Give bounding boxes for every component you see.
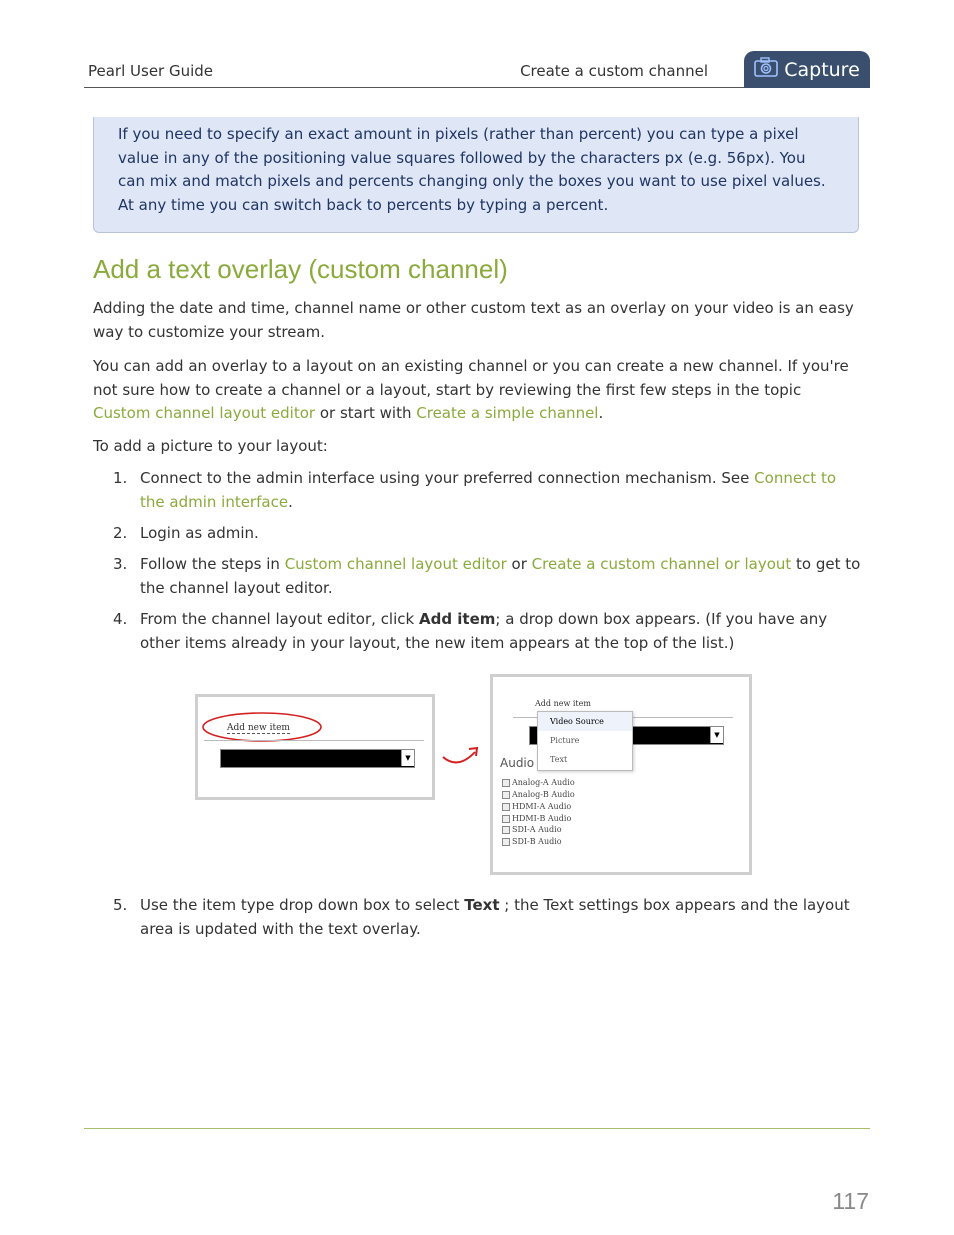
item-type-menu — [537, 711, 633, 771]
divider — [204, 740, 424, 741]
step-bold: Text — [464, 896, 500, 914]
step-number: 5. — [113, 896, 128, 914]
create-custom-channel-link[interactable]: Create a custom channel or layout — [531, 555, 792, 573]
capture-tab-label: Capture — [784, 58, 860, 81]
curved-arrow-icon — [440, 742, 482, 768]
capture-tab — [744, 51, 870, 88]
checkbox[interactable] — [502, 791, 510, 799]
custom-channel-layout-editor-link[interactable]: Custom channel layout editor — [284, 555, 507, 573]
audio-checkbox-sdi-a[interactable] — [502, 825, 562, 834]
step-bold: Add item — [418, 610, 496, 628]
step-text: Follow the steps in — [140, 555, 285, 573]
checkbox[interactable] — [502, 803, 510, 811]
overview-text-2: or start with — [315, 404, 417, 422]
checkbox-label: SDI-B Audio — [512, 837, 562, 846]
overview-text-3: . — [598, 404, 604, 422]
step-3 — [113, 553, 865, 600]
audio-checkbox-hdmi-a[interactable] — [502, 802, 571, 811]
checkbox[interactable] — [502, 838, 510, 846]
header-guide-title: Pearl User Guide — [88, 62, 214, 80]
checkbox[interactable] — [502, 779, 510, 787]
camera-icon — [754, 57, 778, 82]
lead-paragraph: To add a picture to your layout: — [93, 437, 328, 455]
create-simple-channel-link[interactable]: Create a simple channel — [416, 404, 599, 422]
overview-text-1: You can add an overlay to a layout on an existing channel or you can create a new channel. If you're not sure how to create a channel or a layout, start by reviewing the first few steps in the topic — [93, 357, 849, 399]
custom-channel-layout-editor-link[interactable]: Custom channel layout editor — [93, 404, 316, 422]
menu-item-picture[interactable]: Picture — [550, 736, 580, 745]
audio-checkbox-analog-a[interactable] — [502, 778, 575, 787]
intro-paragraph: Adding the date and time, channel name or other custom text as an overlay on your video is an easy way to customize your stream. — [93, 299, 854, 341]
item-type-dropdown[interactable] — [220, 749, 415, 768]
step-text: ; a drop down box appears. (If you have any other items already in your layout, the new item appears at the top of the list.) — [140, 610, 828, 652]
menu-item-text[interactable]: Text — [550, 755, 568, 764]
header-section-title: Create a custom channel — [520, 62, 708, 80]
step-number: 1. — [113, 469, 128, 487]
step-4 — [113, 608, 865, 655]
highlight-ellipse — [201, 711, 323, 743]
checkbox-label: Analog-B Audio — [512, 790, 575, 799]
checkbox-label: HDMI-B Audio — [512, 814, 572, 823]
section-heading: Add a text overlay (custom channel) — [93, 254, 508, 284]
add-new-item-link[interactable]: Add new item — [227, 723, 290, 733]
footer-rule — [84, 1128, 870, 1129]
screenshot-dropdown-open — [490, 674, 752, 875]
step-1 — [113, 467, 865, 514]
chevron-down-icon: ▼ — [401, 750, 414, 766]
audio-checkbox-hdmi-b[interactable] — [502, 814, 571, 823]
step-text: Use the item type drop down box to select — [140, 896, 465, 914]
checkbox[interactable] — [502, 826, 510, 834]
step-text: . — [288, 492, 293, 511]
checkbox[interactable] — [502, 815, 510, 823]
checkbox-label: Analog-A Audio — [512, 778, 575, 787]
screenshot-add-item — [195, 694, 435, 800]
chevron-down-icon: ▼ — [710, 727, 723, 743]
overview-paragraph — [93, 355, 863, 426]
note-box: If you need to specify an exact amount in pixels (rather than percent) you can type a pixel value in any of the positioning value squares followed by the characters px (e.g. 56px). You can mix and match pixels and percents changing only the boxes you want to use pixel values. At any time you can switch back to percents by typing a percent. — [93, 117, 859, 233]
menu-item-video-source[interactable]: Video Source — [538, 712, 632, 731]
step-2 — [113, 522, 865, 546]
audio-checkbox-sdi-b[interactable] — [502, 837, 562, 846]
step-text: to get to the channel layout editor. — [140, 555, 861, 597]
checkbox-label: SDI-A Audio — [512, 825, 562, 834]
add-new-item-link[interactable]: Add new item — [535, 699, 591, 708]
connect-admin-interface-link[interactable]: Connect to the admin interface — [140, 469, 837, 511]
checkbox-label: HDMI-A Audio — [512, 802, 572, 811]
step-number: 3. — [113, 555, 128, 573]
step-text: ; the Text settings box appears and the layout area is updated with the text overlay. — [140, 896, 850, 938]
step-number: 2. — [113, 524, 128, 542]
audio-label: Audio — [500, 756, 535, 770]
step-text: Connect to the admin interface using your preferred connection mechanism. See — [140, 469, 755, 487]
step-text: From the channel layout editor, click — [140, 610, 419, 628]
step-text: or — [506, 555, 532, 573]
audio-checkbox-analog-b[interactable] — [502, 790, 575, 799]
step-text: Login as admin. — [140, 524, 259, 542]
step-number: 4. — [113, 610, 128, 628]
page-number: 117 — [832, 1188, 869, 1214]
step-5 — [113, 894, 865, 941]
